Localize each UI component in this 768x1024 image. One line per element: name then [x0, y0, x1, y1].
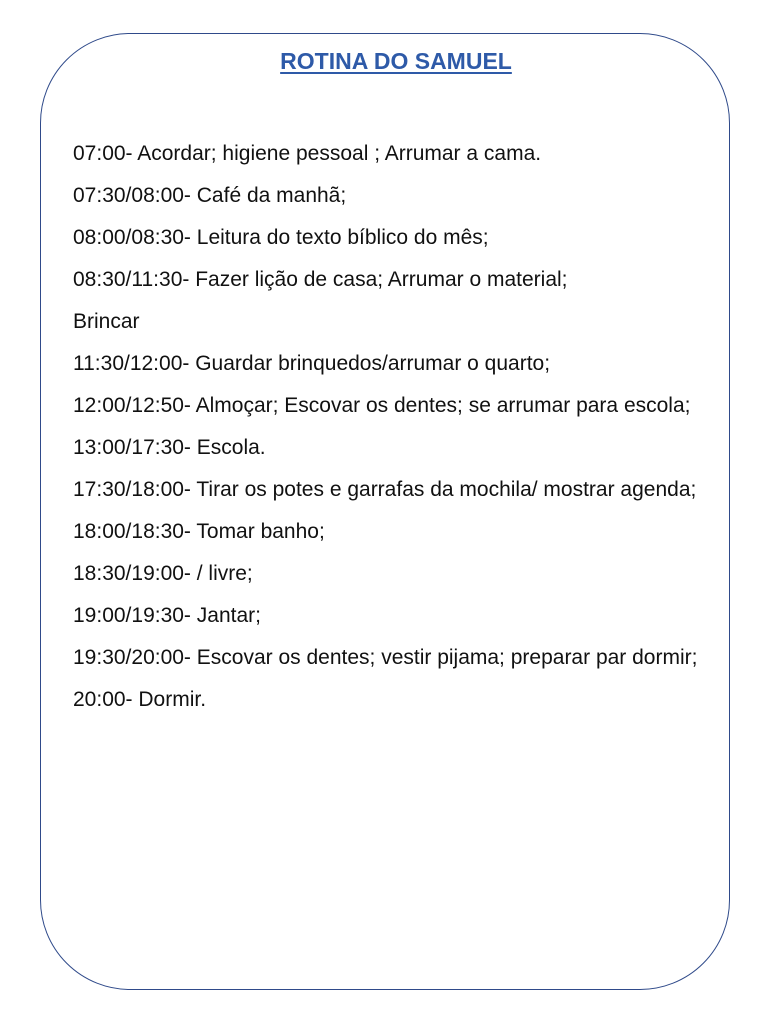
document-title: ROTINA DO SAMUEL: [280, 48, 512, 74]
schedule-item: 19:30/20:00- Escovar os dentes; vestir pijama; preparar par dormir;: [73, 646, 698, 669]
schedule-item: 18:30/19:00- / livre;: [73, 562, 253, 585]
schedule-item: 17:30/18:00- Tirar os potes e garrafas da mochila/ mostrar agenda;: [73, 478, 697, 501]
schedule-item: 08:30/11:30- Fazer lição de casa; Arrumar o material;: [73, 268, 568, 291]
schedule-item: 11:30/12:00- Guardar brinquedos/arrumar o quarto;: [73, 352, 551, 375]
schedule-item: 12:00/12:50- Almoçar; Escovar os dentes; se arrumar para escola;: [73, 394, 691, 417]
schedule-item: 13:00/17:30- Escola.: [73, 436, 266, 459]
schedule-item: Brincar: [73, 310, 140, 333]
schedule-list: [73, 138, 713, 726]
schedule-item: 07:30/08:00- Café da manhã;: [73, 184, 347, 207]
schedule-item: 19:00/19:30- Jantar;: [73, 604, 261, 627]
schedule-item: 20:00- Dormir.: [73, 688, 207, 711]
schedule-item: 08:00/08:30- Leitura do texto bíblico do mês;: [73, 226, 489, 249]
schedule-item: 07:00- Acordar; higiene pessoal ; Arrumar a cama.: [73, 142, 542, 165]
schedule-item: 18:00/18:30- Tomar banho;: [73, 520, 325, 543]
